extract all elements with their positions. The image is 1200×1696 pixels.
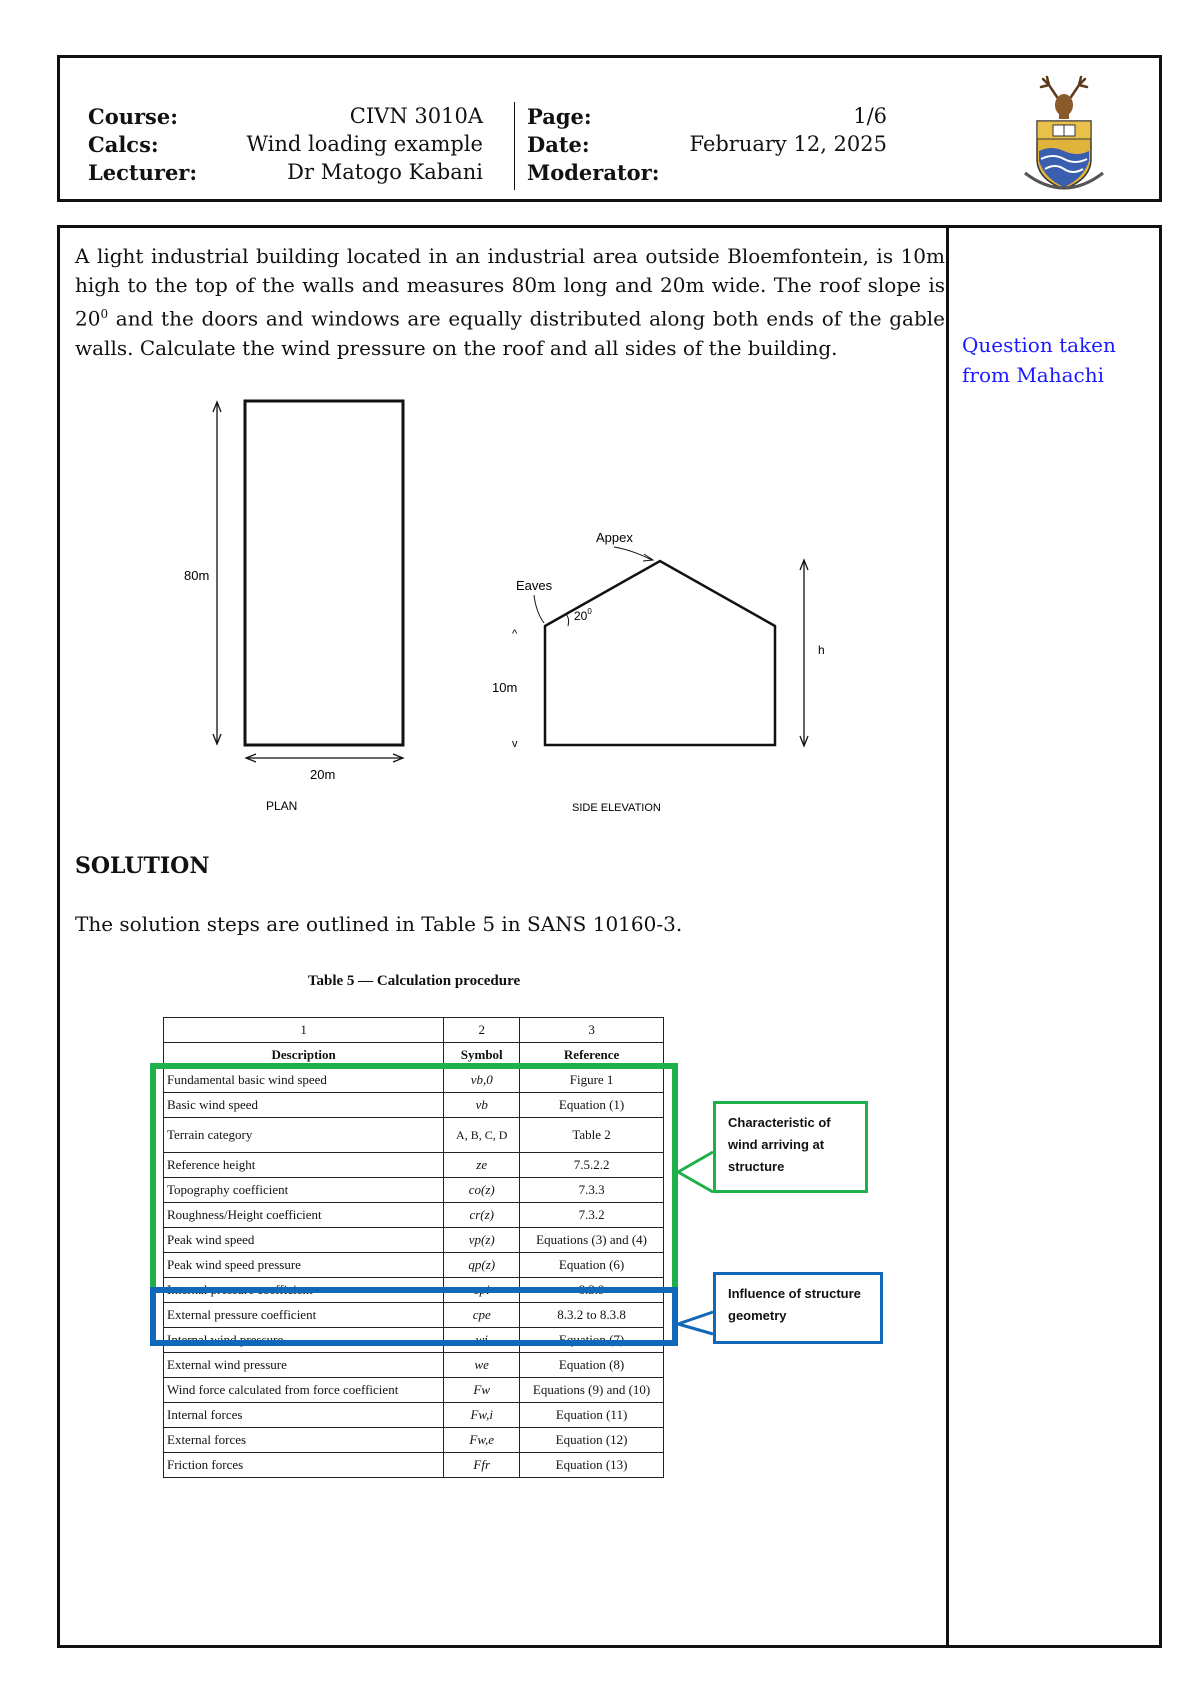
- col-number-1: 1: [164, 1018, 444, 1043]
- table-row: [164, 1428, 664, 1453]
- col-number-2: 2: [444, 1018, 520, 1043]
- apex-label: Appex: [596, 530, 633, 545]
- elevation-caption: SIDE ELEVATION: [572, 802, 661, 814]
- problem-degree-sup: 0: [100, 307, 109, 321]
- green-highlight-box: [150, 1063, 678, 1293]
- margin-divider: [946, 225, 949, 1648]
- plan-width-label: 20m: [310, 767, 336, 782]
- row-description: Internal wind pressure: [164, 1328, 444, 1353]
- problem-text-part2: and the doors and windows are equally distributed along both ends of the gable walls. Calculate the wind pressure on the roof and all sides of the building.: [75, 306, 945, 360]
- table-row: [164, 1353, 664, 1378]
- row-symbol: wi: [444, 1328, 520, 1353]
- solution-heading: SOLUTION: [75, 853, 210, 879]
- blue-note-callout: Influence of structure geometry: [713, 1272, 883, 1344]
- header-divider: [514, 102, 515, 190]
- total-height-label: h: [818, 643, 825, 657]
- calcs-value: Wind loading example: [246, 132, 483, 156]
- row-description: External pressure coefficient: [164, 1303, 444, 1328]
- plan-caption: PLAN: [266, 799, 298, 813]
- university-crest-logo: [1023, 75, 1105, 197]
- row-symbol: cpe: [444, 1303, 520, 1328]
- table-row: [164, 1453, 664, 1478]
- row-reference: Equation (6): [520, 1253, 664, 1278]
- row-description: Topography coefficient: [164, 1178, 444, 1203]
- problem-statement: [75, 242, 945, 363]
- row-symbol: ze: [444, 1153, 520, 1178]
- row-description: Terrain category: [164, 1118, 444, 1153]
- row-description: External forces: [164, 1428, 444, 1453]
- table-row: [164, 1378, 664, 1403]
- row-symbol: qp(z): [444, 1253, 520, 1278]
- eaves-label: Eaves: [516, 578, 553, 593]
- side-elevation-view: [492, 530, 825, 814]
- row-description: External wind pressure: [164, 1353, 444, 1378]
- moderator-row: [527, 158, 887, 186]
- row-reference: 7.5.2.2: [520, 1153, 664, 1178]
- row-reference: Equation (11): [520, 1403, 664, 1428]
- row-description: Reference height: [164, 1153, 444, 1178]
- wall-bottom-marker: v: [512, 738, 518, 750]
- row-reference: Equation (1): [520, 1093, 664, 1118]
- plan-length-label: 80m: [184, 568, 210, 583]
- plan-view: [184, 401, 403, 813]
- calcs-row: [88, 130, 483, 158]
- row-reference: Equations (3) and (4): [520, 1228, 664, 1253]
- calcs-label: Calcs:: [88, 131, 159, 157]
- row-description: Basic wind speed: [164, 1093, 444, 1118]
- date-label: Date:: [527, 131, 590, 157]
- header-description: Description: [164, 1043, 444, 1068]
- row-symbol: vp(z): [444, 1228, 520, 1253]
- header-left-column: [88, 102, 483, 186]
- row-symbol: Ffr: [444, 1453, 520, 1478]
- row-symbol: co(z): [444, 1178, 520, 1203]
- page-value: 1/6: [853, 104, 887, 128]
- row-symbol: Fw: [444, 1378, 520, 1403]
- row-symbol: cr(z): [444, 1203, 520, 1228]
- row-reference: 8.3.9: [520, 1278, 664, 1303]
- wall-top-marker: ^: [512, 628, 518, 640]
- row-description: Internal forces: [164, 1403, 444, 1428]
- blue-highlight-box: [150, 1287, 678, 1346]
- row-symbol: A, B, C, D: [444, 1118, 520, 1153]
- lecturer-label: Lecturer:: [88, 159, 198, 185]
- row-description: Peak wind speed pressure: [164, 1253, 444, 1278]
- course-label: Course:: [88, 103, 178, 129]
- margin-note: Question taken from Mahachi: [962, 333, 1116, 387]
- wall-height-label: 10m: [492, 680, 518, 695]
- page-row: [527, 102, 887, 130]
- row-reference: Equation (8): [520, 1353, 664, 1378]
- table-caption: Table 5 — Calculation procedure: [307, 973, 521, 989]
- moderator-label: Moderator:: [527, 159, 660, 185]
- row-description: Fundamental basic wind speed: [164, 1068, 444, 1093]
- row-symbol: cpi: [444, 1278, 520, 1303]
- header-right-column: [527, 102, 887, 186]
- row-description: Roughness/Height coefficient: [164, 1203, 444, 1228]
- solution-text: The solution steps are outlined in Table 5 in SANS 10160-3.: [75, 912, 683, 936]
- row-symbol: vb: [444, 1093, 520, 1118]
- row-description: Wind force calculated from force coefficient: [164, 1378, 444, 1403]
- lecturer-value: Dr Matogo Kabani: [287, 160, 483, 184]
- row-reference: Figure 1: [520, 1068, 664, 1093]
- table-row: [164, 1403, 664, 1428]
- row-symbol: we: [444, 1353, 520, 1378]
- col-number-3: 3: [520, 1018, 664, 1043]
- slope-angle-label: $20^0$: [574, 607, 592, 623]
- row-reference: Table 2: [520, 1118, 664, 1153]
- row-description: Internal pressure coefficient: [164, 1278, 444, 1303]
- lecturer-row: [88, 158, 483, 186]
- row-symbol: Fw,e: [444, 1428, 520, 1453]
- header-symbol: Symbol: [444, 1043, 520, 1068]
- course-row: [88, 102, 483, 130]
- row-description: Peak wind speed: [164, 1228, 444, 1253]
- building-drawings: [170, 390, 870, 830]
- row-reference: 8.3.2 to 8.3.8: [520, 1303, 664, 1328]
- row-reference: 7.3.3: [520, 1178, 664, 1203]
- row-symbol: vb,0: [444, 1068, 520, 1093]
- row-reference: 7.3.2: [520, 1203, 664, 1228]
- course-value: CIVN 3010A: [349, 104, 483, 128]
- row-reference: Equation (7): [520, 1328, 664, 1353]
- green-note-callout: Characteristic of wind arriving at structure: [713, 1101, 868, 1193]
- header-reference: Reference: [520, 1043, 664, 1068]
- row-symbol: Fw,i: [444, 1403, 520, 1428]
- date-value: February 12, 2025: [689, 132, 887, 156]
- page-label: Page:: [527, 103, 592, 129]
- header-box: [57, 55, 1162, 202]
- table-number-row: [164, 1018, 664, 1043]
- row-reference: Equations (9) and (10): [520, 1378, 664, 1403]
- problem-text-part1: A light industrial building located in an industrial area outside Bloemfontein, is 10m high to the top of the walls and measures 80m long and 20m wide. The roof slope is 20: [75, 244, 945, 331]
- date-row: [527, 130, 887, 158]
- row-reference: Equation (12): [520, 1428, 664, 1453]
- row-description: Friction forces: [164, 1453, 444, 1478]
- row-reference: Equation (13): [520, 1453, 664, 1478]
